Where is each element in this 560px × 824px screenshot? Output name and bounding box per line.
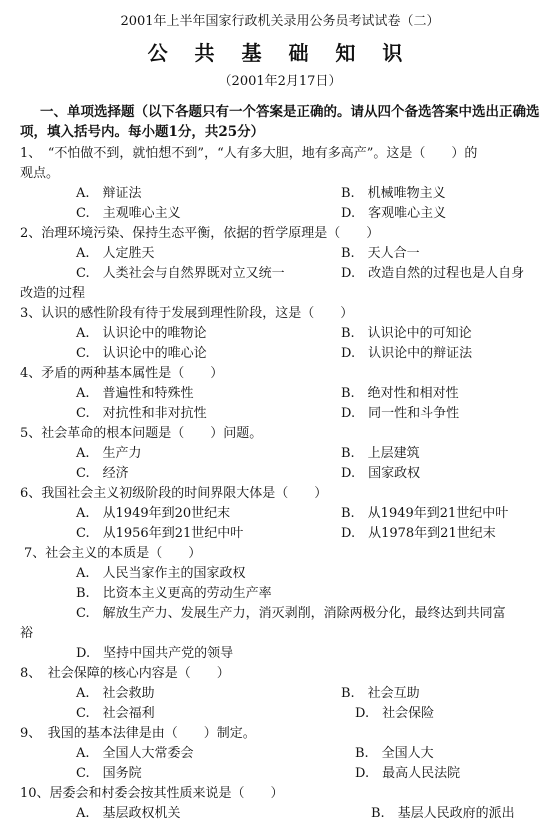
question-stem: 2、治理环境污染、保持生态平衡，依据的哲学原理是（ ） (20, 226, 380, 241)
option-d: D. 国家政权 (341, 466, 421, 481)
option-c: C. 经济 (76, 466, 129, 481)
option-c: C. 国务院 (76, 766, 142, 781)
option-d: D. 从1978年到21世纪末 (341, 526, 496, 541)
question-stem: 4、矛盾的两种基本属性是（ ） (20, 366, 224, 381)
option-a: A. 基层政权机关 (76, 806, 181, 821)
option-b: B. 从1949年到21世纪中叶 (341, 506, 509, 521)
option-c: C. 人类社会与自然界既对立又统一 (76, 266, 285, 281)
option-d: D. 最高人民法院 (355, 766, 461, 781)
question-stem: 9、 我国的基本法律是由（ ）制定。 (20, 726, 256, 741)
question-stem: 7、社会主义的本质是（ ） (24, 546, 202, 561)
question-4 (20, 364, 540, 424)
option-b: B. 天人合一 (341, 246, 420, 261)
option-d: D. 社会保险 (355, 706, 435, 721)
question-10 (20, 784, 540, 824)
option-b: B. 全国人大 (355, 746, 434, 761)
option-b: B. 比资本主义更高的劳动生产率 (76, 586, 272, 601)
option-c: C. 解放生产力、发展生产力，消灭剥削，消除两极分化，最终达到共同富 (76, 606, 506, 621)
question-stem-continued: 观点。 (20, 166, 60, 181)
exam-date: （2001年2月17日） (218, 74, 342, 89)
option-a: A. 社会救助 (76, 686, 155, 701)
question-3 (20, 304, 540, 364)
option-c: C. 对抗性和非对抗性 (76, 406, 207, 421)
option-d: D. 认识论中的辩证法 (341, 346, 473, 361)
option-a: A. 人定胜天 (76, 246, 155, 261)
question-stem: 1、 “不怕做不到，就怕想不到”，“人有多大胆，地有多高产”。这是（ ）的 (20, 146, 478, 161)
option-d: D. 改造自然的过程也是人自身 (341, 266, 525, 281)
option-c: C. 从1956年到21世纪中叶 (76, 526, 244, 541)
question-8 (20, 664, 540, 724)
option-c: C. 认识论中的唯心论 (76, 346, 207, 361)
option-d: D. 同一性和斗争性 (341, 406, 460, 421)
option-c: C. 社会福利 (76, 706, 155, 721)
option-b: B. 绝对性和相对性 (341, 386, 459, 401)
question-1 (20, 144, 540, 224)
option-c: C. 主观唯心主义 (76, 206, 181, 221)
exam-title: 公 共 基 础 知 识 (147, 41, 413, 65)
option-a: A. 全国人大常委会 (76, 746, 194, 761)
option-a: A. 认识论中的唯物论 (76, 326, 207, 341)
option-a: A. 人民当家作主的国家政权 (76, 566, 246, 581)
option-continued: 改造的过程 (20, 286, 86, 301)
option-a: A. 辩证法 (76, 186, 142, 201)
question-9 (20, 724, 540, 784)
question-7 (20, 544, 540, 664)
option-b: B. 社会互助 (341, 686, 420, 701)
question-5 (20, 424, 540, 484)
option-b: B. 机械唯物主义 (341, 186, 446, 201)
option-a: A. 从1949年到20世纪末 (76, 506, 231, 521)
question-2 (20, 224, 540, 304)
question-stem: 5、社会革命的根本问题是（ ）问题。 (20, 426, 263, 441)
option-c-continued: 裕 (20, 626, 34, 641)
question-stem: 6、我国社会主义初级阶段的时间界限大体是（ ） (20, 486, 328, 501)
question-stem: 10、居委会和村委会按其性质来说是（ ） (20, 786, 284, 801)
option-b: B. 基层人民政府的派出 (371, 806, 515, 821)
question-stem: 3、认识的感性阶段有待于发展到理性阶段，这是（ ） (20, 306, 354, 321)
section-title: 一、单项选择题（以下各题只有一个答案是正确的。请从四个备选答案中选出正确选项，填入括号内。每小题1分，共25分） (20, 104, 540, 140)
exam-header: 2001年上半年国家行政机关录用公务员考试试卷（二） (120, 14, 440, 29)
option-a: A. 生产力 (76, 446, 142, 461)
option-d: D. 客观唯心主义 (341, 206, 447, 221)
option-b: B. 认识论中的可知论 (341, 326, 472, 341)
option-b: B. 上层建筑 (341, 446, 420, 461)
option-a: A. 普遍性和特殊性 (76, 386, 194, 401)
option-d: D. 坚持中国共产党的领导 (76, 646, 234, 661)
question-stem: 8、 社会保障的核心内容是（ ） (20, 666, 230, 681)
question-6 (20, 484, 540, 544)
